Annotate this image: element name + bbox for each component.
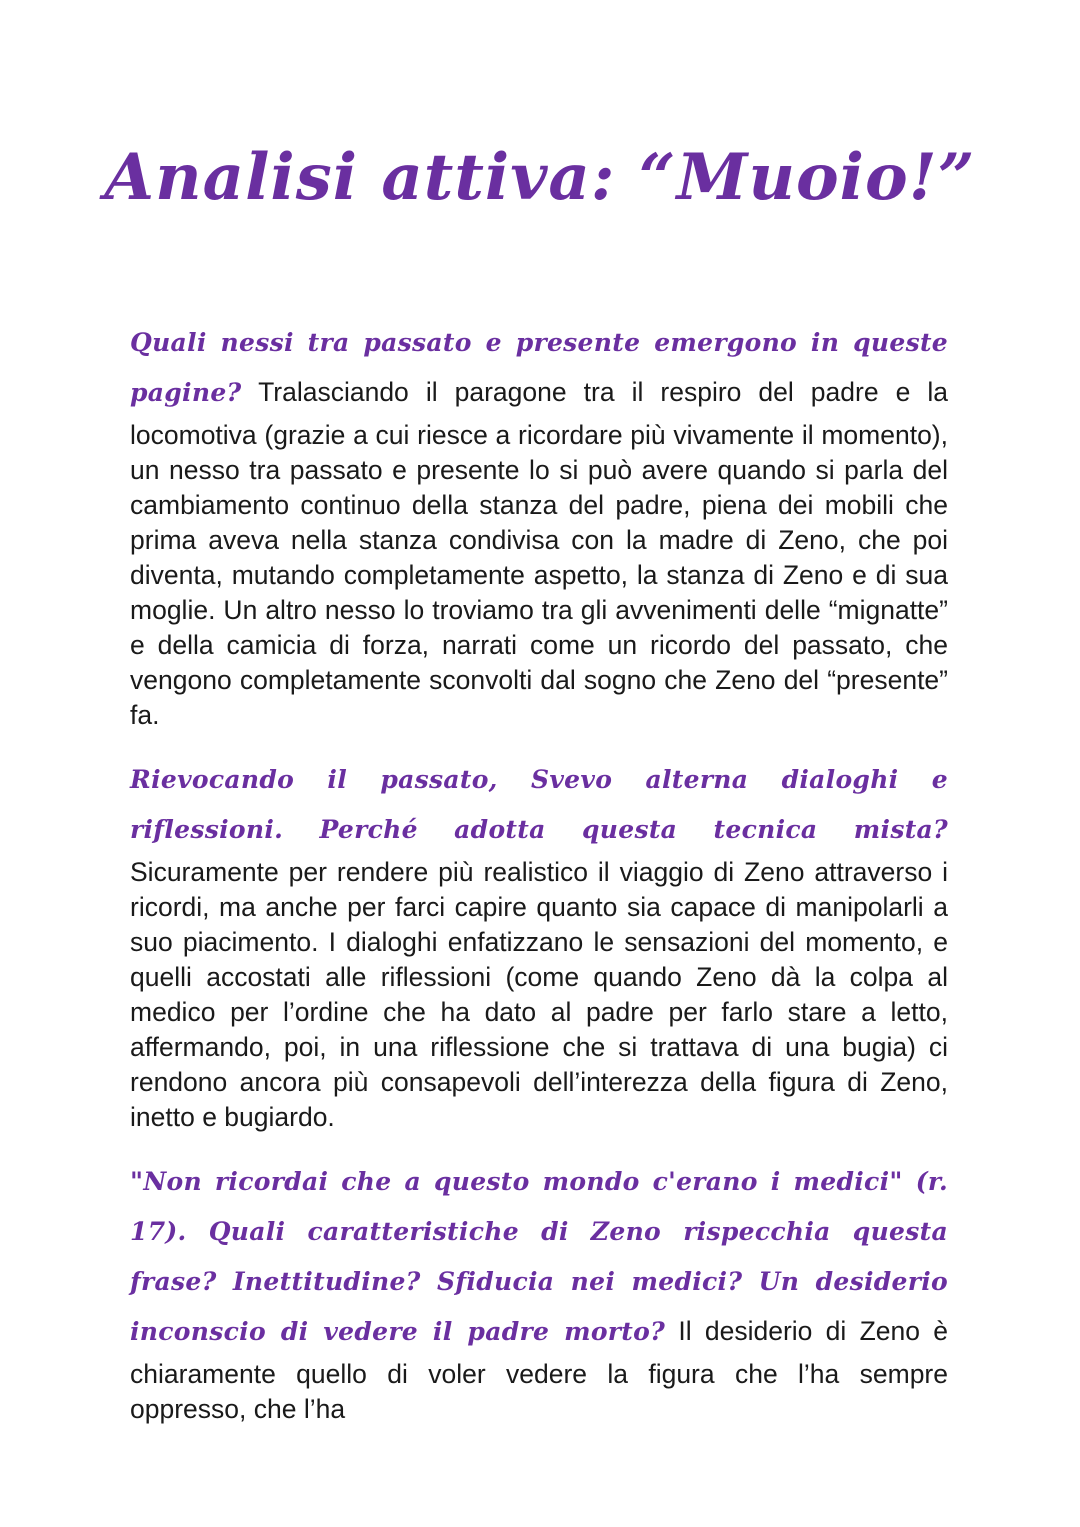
- page-title: Analisi attiva: “Muoio!”: [104, 140, 976, 215]
- paragraph-3: [130, 1157, 948, 1427]
- answer-2: Sicuramente per rendere più realistico il viaggio di Zeno attraverso i ricordi, ma anche per farci capire quanto sia capace di manipolarli a suo piacimento. I dialoghi enfatizzano le sensazioni del momento, e quelli accostati alle riflessioni (come quando Zeno dà la colpa al medico per l’ordine che ha dato al padre per farlo stare a letto, affermando, poi, in una riflessione che si trattava di una bugia) ci rendono ancora più consapevoli dell’interezza della figura di Zeno, inetto e bugiardo.: [130, 857, 948, 1132]
- answer-1: Tralasciando il paragone tra il respiro del padre e la locomotiva (grazie a cui riesce a ricordare più vivamente il momento), un nesso tra passato e presente lo si può avere quando si parla del cambiamento continuo della stanza del padre, piena dei mobili che prima aveva nella stanza condivisa con la madre di Zeno, che poi diventa, mutando completamente aspetto, la stanza di Zeno e di sua moglie. Un altro nesso lo troviamo tra gli avvenimenti delle “mignatte” e della camicia di forza, narrati come un ricordo del passato, che vengono completamente sconvolti dal sogno che Zeno del “presente” fa.: [130, 377, 949, 730]
- paragraph-2: [130, 755, 948, 1135]
- answer-3: Il desiderio di Zeno è chiaramente quello di voler vedere la figura che l’ha sempre oppresso, che l’ha: [130, 1316, 948, 1424]
- question-1: Quali nessi tra passato e presente emergono in queste pagine?: [130, 328, 948, 407]
- paragraph-1: [130, 318, 948, 733]
- question-2: Rievocando il passato, Svevo alterna dialoghi e riflessioni. Perché adotta questa tecnica mista?: [130, 765, 948, 844]
- question-3: "Non ricordai che a questo mondo c'erano i medici" (r. 17). Quali caratteristiche di Zeno rispecchia questa frase? Inettitudine? Sfiducia nei medici? Un desiderio inconscio di vedere il padre morto?: [130, 1167, 948, 1346]
- document-body: [130, 318, 948, 1449]
